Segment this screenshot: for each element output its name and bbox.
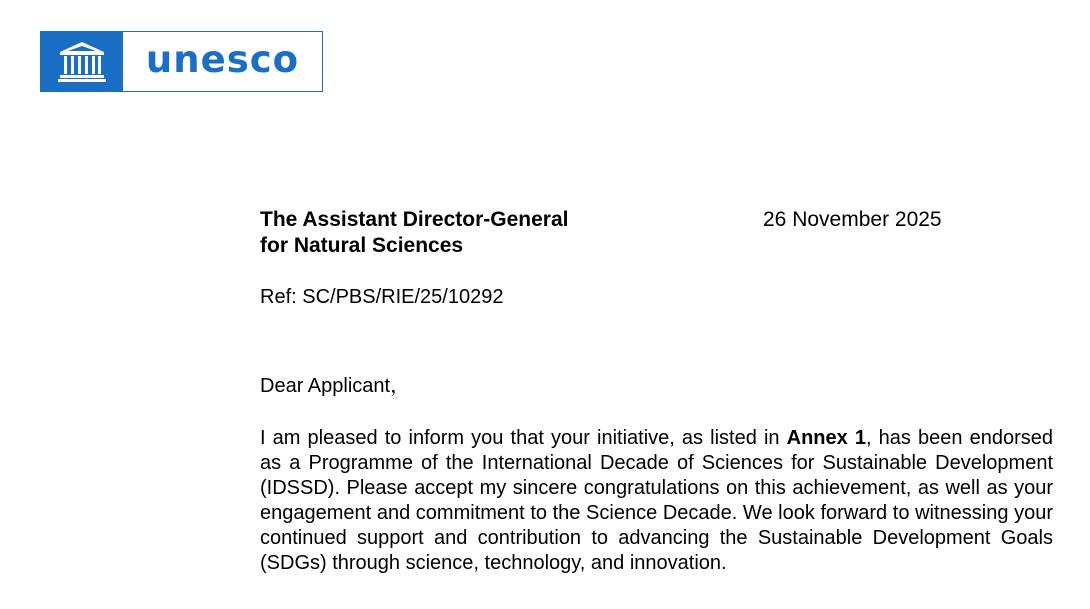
body-text-part-2: , has been endorsed as a Programme of the International Decade of Sciences for Sustainable Development (IDSSD). Please accept my sincere congratulations on this achievement, as well as your engagement and commitment to the Science Decade. We look forward to witnessing your continued support and contribution to advancing the Sustainable Development Goals (SDGs) through science, technology, and innovation. [260, 427, 1053, 574]
salutation: Dear Applicant， [260, 375, 411, 397]
body-text-part-1: I am pleased to inform you that your initiative, as listed in [260, 427, 787, 449]
unesco-logo [40, 31, 323, 92]
sender-title [260, 207, 568, 259]
unesco-temple-emblem-icon [41, 32, 123, 91]
annex-reference: Annex 1 [786, 427, 866, 449]
unesco-wordmark: unesco [145, 38, 300, 81]
body-paragraph [260, 426, 1053, 576]
sender-line-2: for Natural Sciences [260, 234, 464, 257]
sender-line-1: The Assistant Director-General [260, 208, 569, 231]
reference-number: Ref: SC/PBS/RIE/25/10292 [260, 286, 504, 308]
letter-date: 26 November 2025 [763, 208, 942, 231]
